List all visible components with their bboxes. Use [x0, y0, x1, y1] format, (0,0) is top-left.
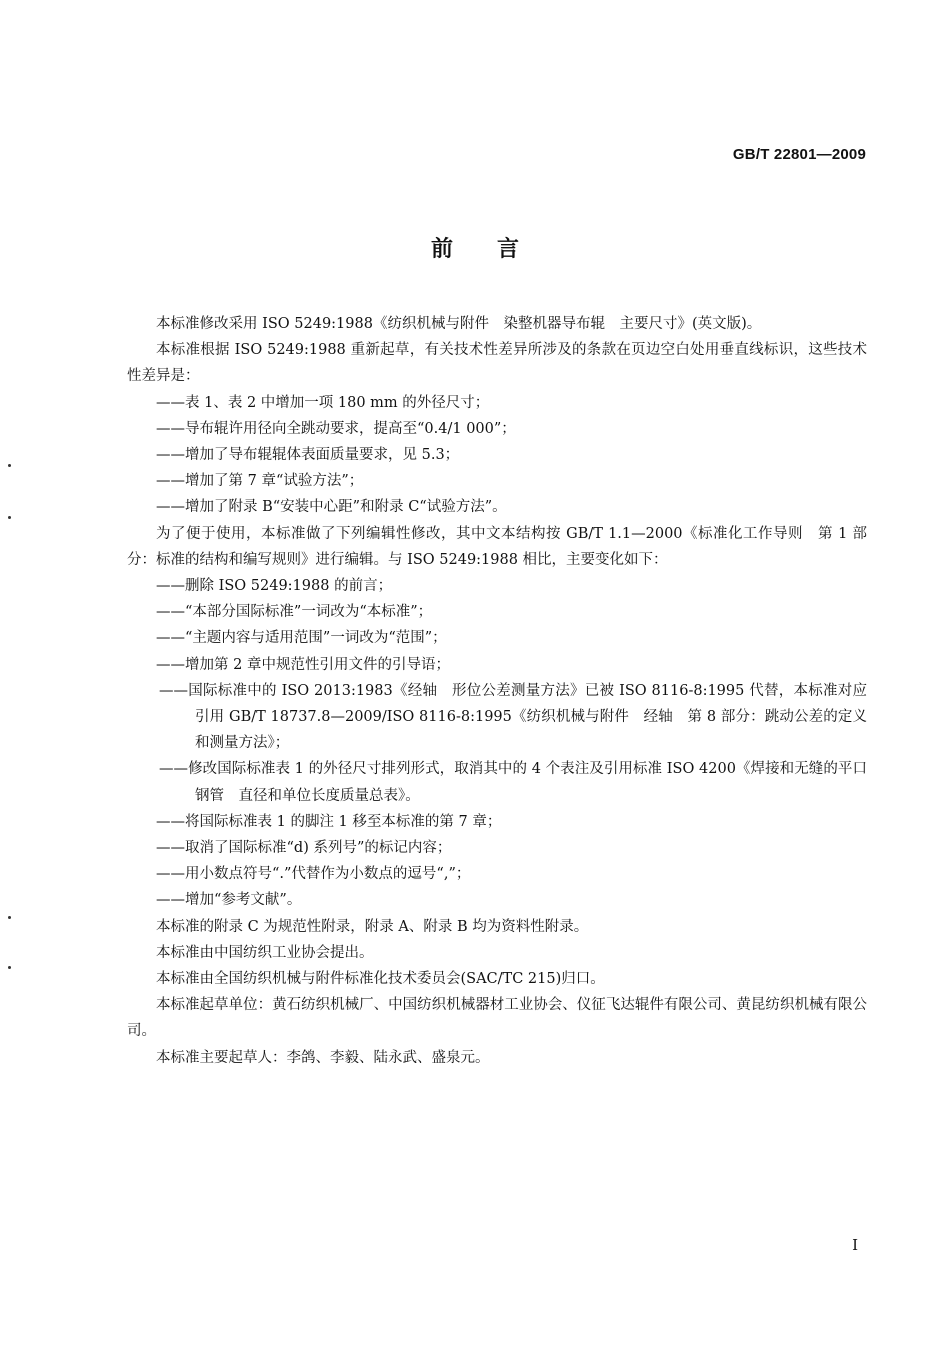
list-item: ——用小数点符号“.”代替作为小数点的逗号“,”；	[156, 866, 471, 883]
list-item: ——“本部分国际标准”一词改为“本标准”；	[156, 604, 433, 621]
list-item: ——删除 ISO 5249:1988 的前言；	[156, 578, 393, 595]
list-item: ——将国际标准表 1 的脚注 1 移至本标准的第 7 章；	[156, 813, 502, 830]
list-item: ——增加“参考文献”。	[156, 892, 302, 909]
scan-speck	[8, 516, 11, 519]
paragraph: 本标准由中国纺织工业协会提出。	[156, 944, 374, 961]
paragraph: 本标准起草单位：黄石纺织机械厂、中国纺织机械器材工业协会、仪征飞达辊件有限公司、黄昆纺织机械有限公司。	[127, 997, 867, 1040]
list-item: ——国际标准中的 ISO 2013:1983《经轴 形位公差测量方法》已被 ISO 8116-8:1995 代替，本标准对应引用 GB/T 18737.8—2009/ISO 8116-8:1995《纺织机械与附件 经轴 第 8 部分：跳动公差的定义和测量方法》；	[159, 682, 867, 752]
foreword-body	[127, 311, 867, 1071]
paragraph: 本标准主要起草人：李鸽、李毅、陆永武、盛泉元。	[156, 1049, 490, 1066]
page-number: I	[852, 1236, 858, 1254]
list-item: ——导布辊许用径向全跳动要求，提高至“0.4/1 000”；	[156, 420, 516, 437]
scan-speck	[8, 464, 11, 467]
page-title: 前言	[430, 237, 563, 262]
list-item: ——增加了导布辊辊体表面质量要求，见 5.3；	[156, 447, 460, 464]
scan-speck	[8, 916, 11, 919]
paragraph: 本标准根据 ISO 5249:1988 重新起草，有关技术性差异所涉及的条款在页边空白处用垂直线标识，这些技术性差异是：	[127, 342, 867, 385]
list-item: ——增加了附录 B“安装中心距”和附录 C“试验方法”。	[156, 499, 507, 516]
paragraph: 本标准的附录 C 为规范性附录，附录 A、附录 B 均为资料性附录。	[156, 918, 589, 935]
list-item: ——增加第 2 章中规范性引用文件的引导语；	[156, 656, 450, 673]
paragraph: 本标准修改采用 ISO 5249:1988《纺织机械与附件 染整机器导布辊 主要尺寸》(英文版)。	[156, 316, 762, 332]
list-item: ——“主题内容与适用范围”一词改为“范围”；	[156, 630, 447, 647]
list-item: ——增加了第 7 章“试验方法”；	[156, 473, 364, 490]
paragraph: 为了便于使用，本标准做了下列编辑性修改，其中文本结构按 GB/T 1.1—2000《标准化工作导则 第 1 部分：标准的结构和编写规则》进行编辑。与 ISO 5249:1988 相比，主要变化如下：	[127, 525, 867, 568]
scan-speck	[8, 966, 11, 969]
paragraph: 本标准由全国纺织机械与附件标准化技术委员会(SAC/TC 215)归口。	[156, 971, 605, 988]
standard-number: GB/T 22801—2009	[732, 146, 866, 163]
list-item: ——修改国际标准表 1 的外径尺寸排列形式，取消其中的 4 个表注及引用标准 ISO 4200《焊接和无缝的平口钢管 直径和单位长度质量总表》。	[159, 761, 867, 804]
list-item: ——表 1、表 2 中增加一项 180 mm 的外径尺寸；	[156, 394, 490, 411]
list-item: ——取消了国际标准“d) 系列号”的标记内容；	[156, 840, 452, 857]
